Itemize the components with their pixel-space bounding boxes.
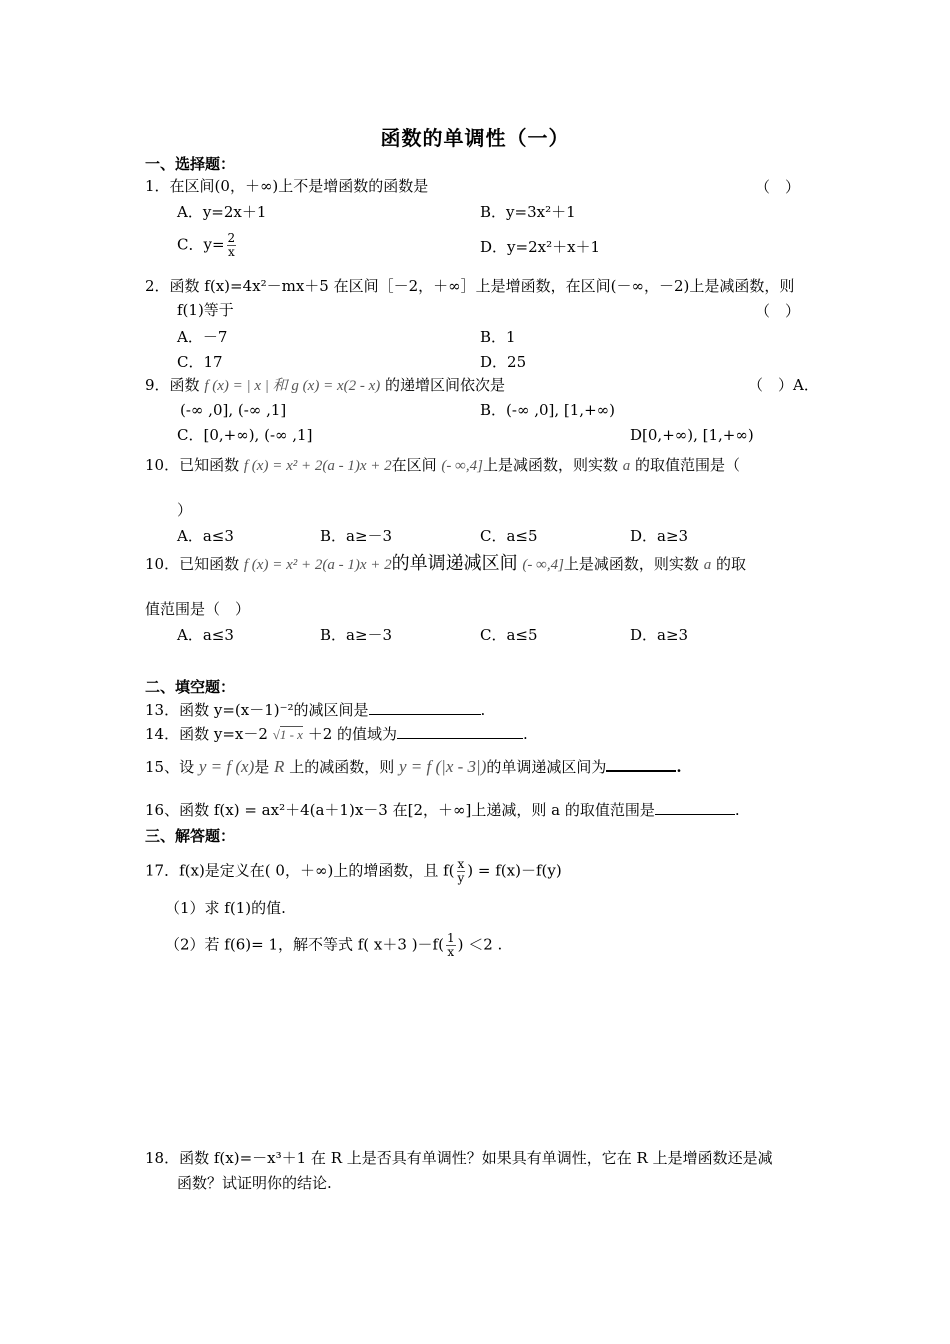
question-1-option-c (177, 232, 238, 259)
question-10a-stem-tail: 上是减函数，则实数 (482, 456, 618, 474)
question-10a-formula: f (x) = x² + 2(a - 1)x + 2 (243, 458, 392, 474)
question-18-line-2: 函数？试证明你的结论. (177, 1174, 332, 1192)
question-9-option-b: B．(-∞ ,0], [1,+∞) (480, 401, 615, 419)
answer-blank[interactable] (369, 700, 481, 715)
question-15-end: . (676, 758, 682, 776)
question-10b-option-b: B．a≥－3 (320, 626, 393, 644)
question-15 (145, 756, 682, 777)
question-1-answer-paren: （ ） (755, 178, 801, 196)
question-10a-option-b: B．a≥－3 (320, 527, 393, 545)
question-10a-stem-text: 10．已知函数 (145, 456, 240, 474)
question-10a-interval: (- ∞,4] (441, 458, 483, 474)
question-13-end: . (480, 701, 486, 719)
question-10b-stem (145, 554, 746, 575)
question-10b-stem-mid: 的单调递减区间 (391, 553, 518, 574)
page-title: 函数的单调性（一） (380, 126, 570, 150)
section-heading-choice: 一、选择题： (145, 155, 236, 173)
question-9-option-d: D[0,+∞), [1,+∞) (630, 426, 754, 444)
question-15-mid-2: 上的减函数，则 (289, 758, 395, 776)
sqrt-radicand: 1 - x (279, 727, 303, 742)
answer-blank[interactable] (397, 724, 523, 739)
question-14 (145, 724, 528, 745)
question-15-mid: 是 (254, 758, 270, 776)
fraction-denominator: x (447, 945, 455, 959)
question-9-answer-paren: （ ）A． (748, 376, 819, 394)
question-2-stem-line-1: 2．函数 f(x)=4x²－mx＋5 在区间［－2，＋∞］上是增函数，在区间(－∞，－2)上是减函数，则 (145, 277, 795, 295)
question-13 (145, 700, 485, 720)
question-9-formula: f (x) = | x | 和 g (x) = x(2 - x) (204, 378, 381, 394)
question-10b-option-a: A．a≤3 (177, 626, 234, 644)
question-9-option-a: (-∞ ,0], (-∞ ,1] (180, 401, 287, 419)
question-2-option-c: C．17 (177, 353, 223, 371)
question-1-option-b: B．y=3x²＋1 (480, 203, 576, 221)
question-15-real-set: R (274, 757, 285, 776)
fraction-numerator: 2 (227, 231, 236, 245)
question-17-part-2 (165, 932, 502, 959)
question-10a-stem-line-2: ） (177, 501, 193, 519)
sqrt-expression: √1 - x (272, 727, 303, 742)
question-14-end: . (523, 725, 528, 743)
question-10b-stem-line-2: 值范围是（ ） (145, 600, 251, 618)
fraction-denominator: x (227, 245, 235, 259)
question-14-suffix: ＋2 的值域为 (307, 725, 398, 743)
question-16 (145, 800, 740, 820)
question-9-stem-tail: 的递增区间依次是 (385, 376, 506, 394)
question-10b-interval: (- ∞,4] (522, 557, 564, 573)
question-10b-formula: f (x) = x² + 2(a - 1)x + 2 (243, 557, 392, 573)
question-16-end: . (734, 801, 740, 819)
question-10b-stem-tail: 上是减函数，则实数 (563, 555, 699, 573)
question-10b-option-c: C．a≤5 (480, 626, 538, 644)
answer-blank[interactable] (606, 756, 676, 772)
question-17-prefix: 17．f(x)是定义在( 0，＋∞)上的增函数，且 f( (145, 861, 455, 880)
fraction-numerator: 1 (446, 931, 455, 945)
question-18-line-1: 18．函数 f(x)=－x³＋1 在 R 上是否具有单调性？如果具有单调性，它在 R 上是增函数还是减 (145, 1149, 773, 1167)
fraction (227, 232, 237, 259)
question-15-formula-2: y = f (|x - 3|) (399, 757, 487, 776)
question-9-stem-text: 9．函数 (145, 376, 200, 394)
question-10b-option-d: D．a≥3 (630, 626, 689, 644)
question-1-stem: 1．在区间(0，＋∞)上不是增函数的函数是 (145, 177, 429, 195)
question-10a-stem (145, 455, 740, 476)
question-2-option-a: A．－7 (177, 328, 228, 346)
question-10a-option-a: A．a≤3 (177, 527, 234, 545)
question-17-part-1: （1）求 f(1)的值. (165, 899, 286, 917)
fraction-numerator: x (457, 857, 465, 871)
section-heading-answer: 三、解答题： (145, 827, 236, 845)
question-10a-stem-tail-2: 的取值范围是（ (635, 456, 741, 474)
fraction-denominator: y (457, 871, 465, 885)
question-1-option-c-prefix: C．y= (177, 235, 225, 254)
question-10a-option-d: D．a≥3 (630, 527, 689, 545)
question-10b-stem-tail-2: 的取 (716, 555, 747, 573)
question-15-formula-1: y = f (x) (198, 757, 255, 776)
question-15-suffix: 的单调递减区间为 (486, 758, 607, 776)
question-15-prefix: 15、设 (145, 758, 195, 776)
question-1-option-a: A．y=2x＋1 (177, 203, 267, 221)
question-17-stem (145, 858, 562, 885)
section-heading-fill: 二、填空题： (145, 678, 236, 696)
question-10b-variable: a (703, 557, 712, 573)
question-10a-option-c: C．a≤5 (480, 527, 538, 545)
fraction (457, 858, 466, 885)
question-17-part-2-prefix: （2）若 f(6)= 1，解不等式 f( x＋3 )－f( (165, 935, 444, 954)
question-2-option-b: B．1 (480, 328, 516, 346)
question-2-answer-paren: （ ） (755, 302, 801, 320)
question-1-option-d: D．y=2x²＋x＋1 (480, 238, 601, 256)
question-10a-variable: a (622, 458, 631, 474)
question-9-stem (145, 375, 505, 396)
answer-blank[interactable] (655, 800, 735, 815)
question-14-prefix: 14．函数 y=x－2 (145, 725, 268, 743)
question-9-option-c: C．[0,+∞), (-∞ ,1] (177, 426, 313, 444)
question-17-part-2-suffix: ) ＜2 . (457, 935, 503, 954)
question-10b-stem-text: 10．已知函数 (145, 555, 240, 573)
question-10a-stem-mid: 在区间 (391, 456, 437, 474)
question-13-text: 13．函数 y=(x－1)⁻²的减区间是 (145, 701, 369, 719)
question-17-suffix: ) = f(x)－f(y) (467, 861, 562, 880)
question-2-stem-line-2: f(1)等于 (177, 301, 234, 319)
fraction (446, 932, 456, 959)
question-2-option-d: D．25 (480, 353, 527, 371)
question-16-text: 16、函数 f(x) = ax²＋4(a＋1)x－3 在[2，＋∞]上递减，则 a 的取值范围是 (145, 801, 655, 819)
